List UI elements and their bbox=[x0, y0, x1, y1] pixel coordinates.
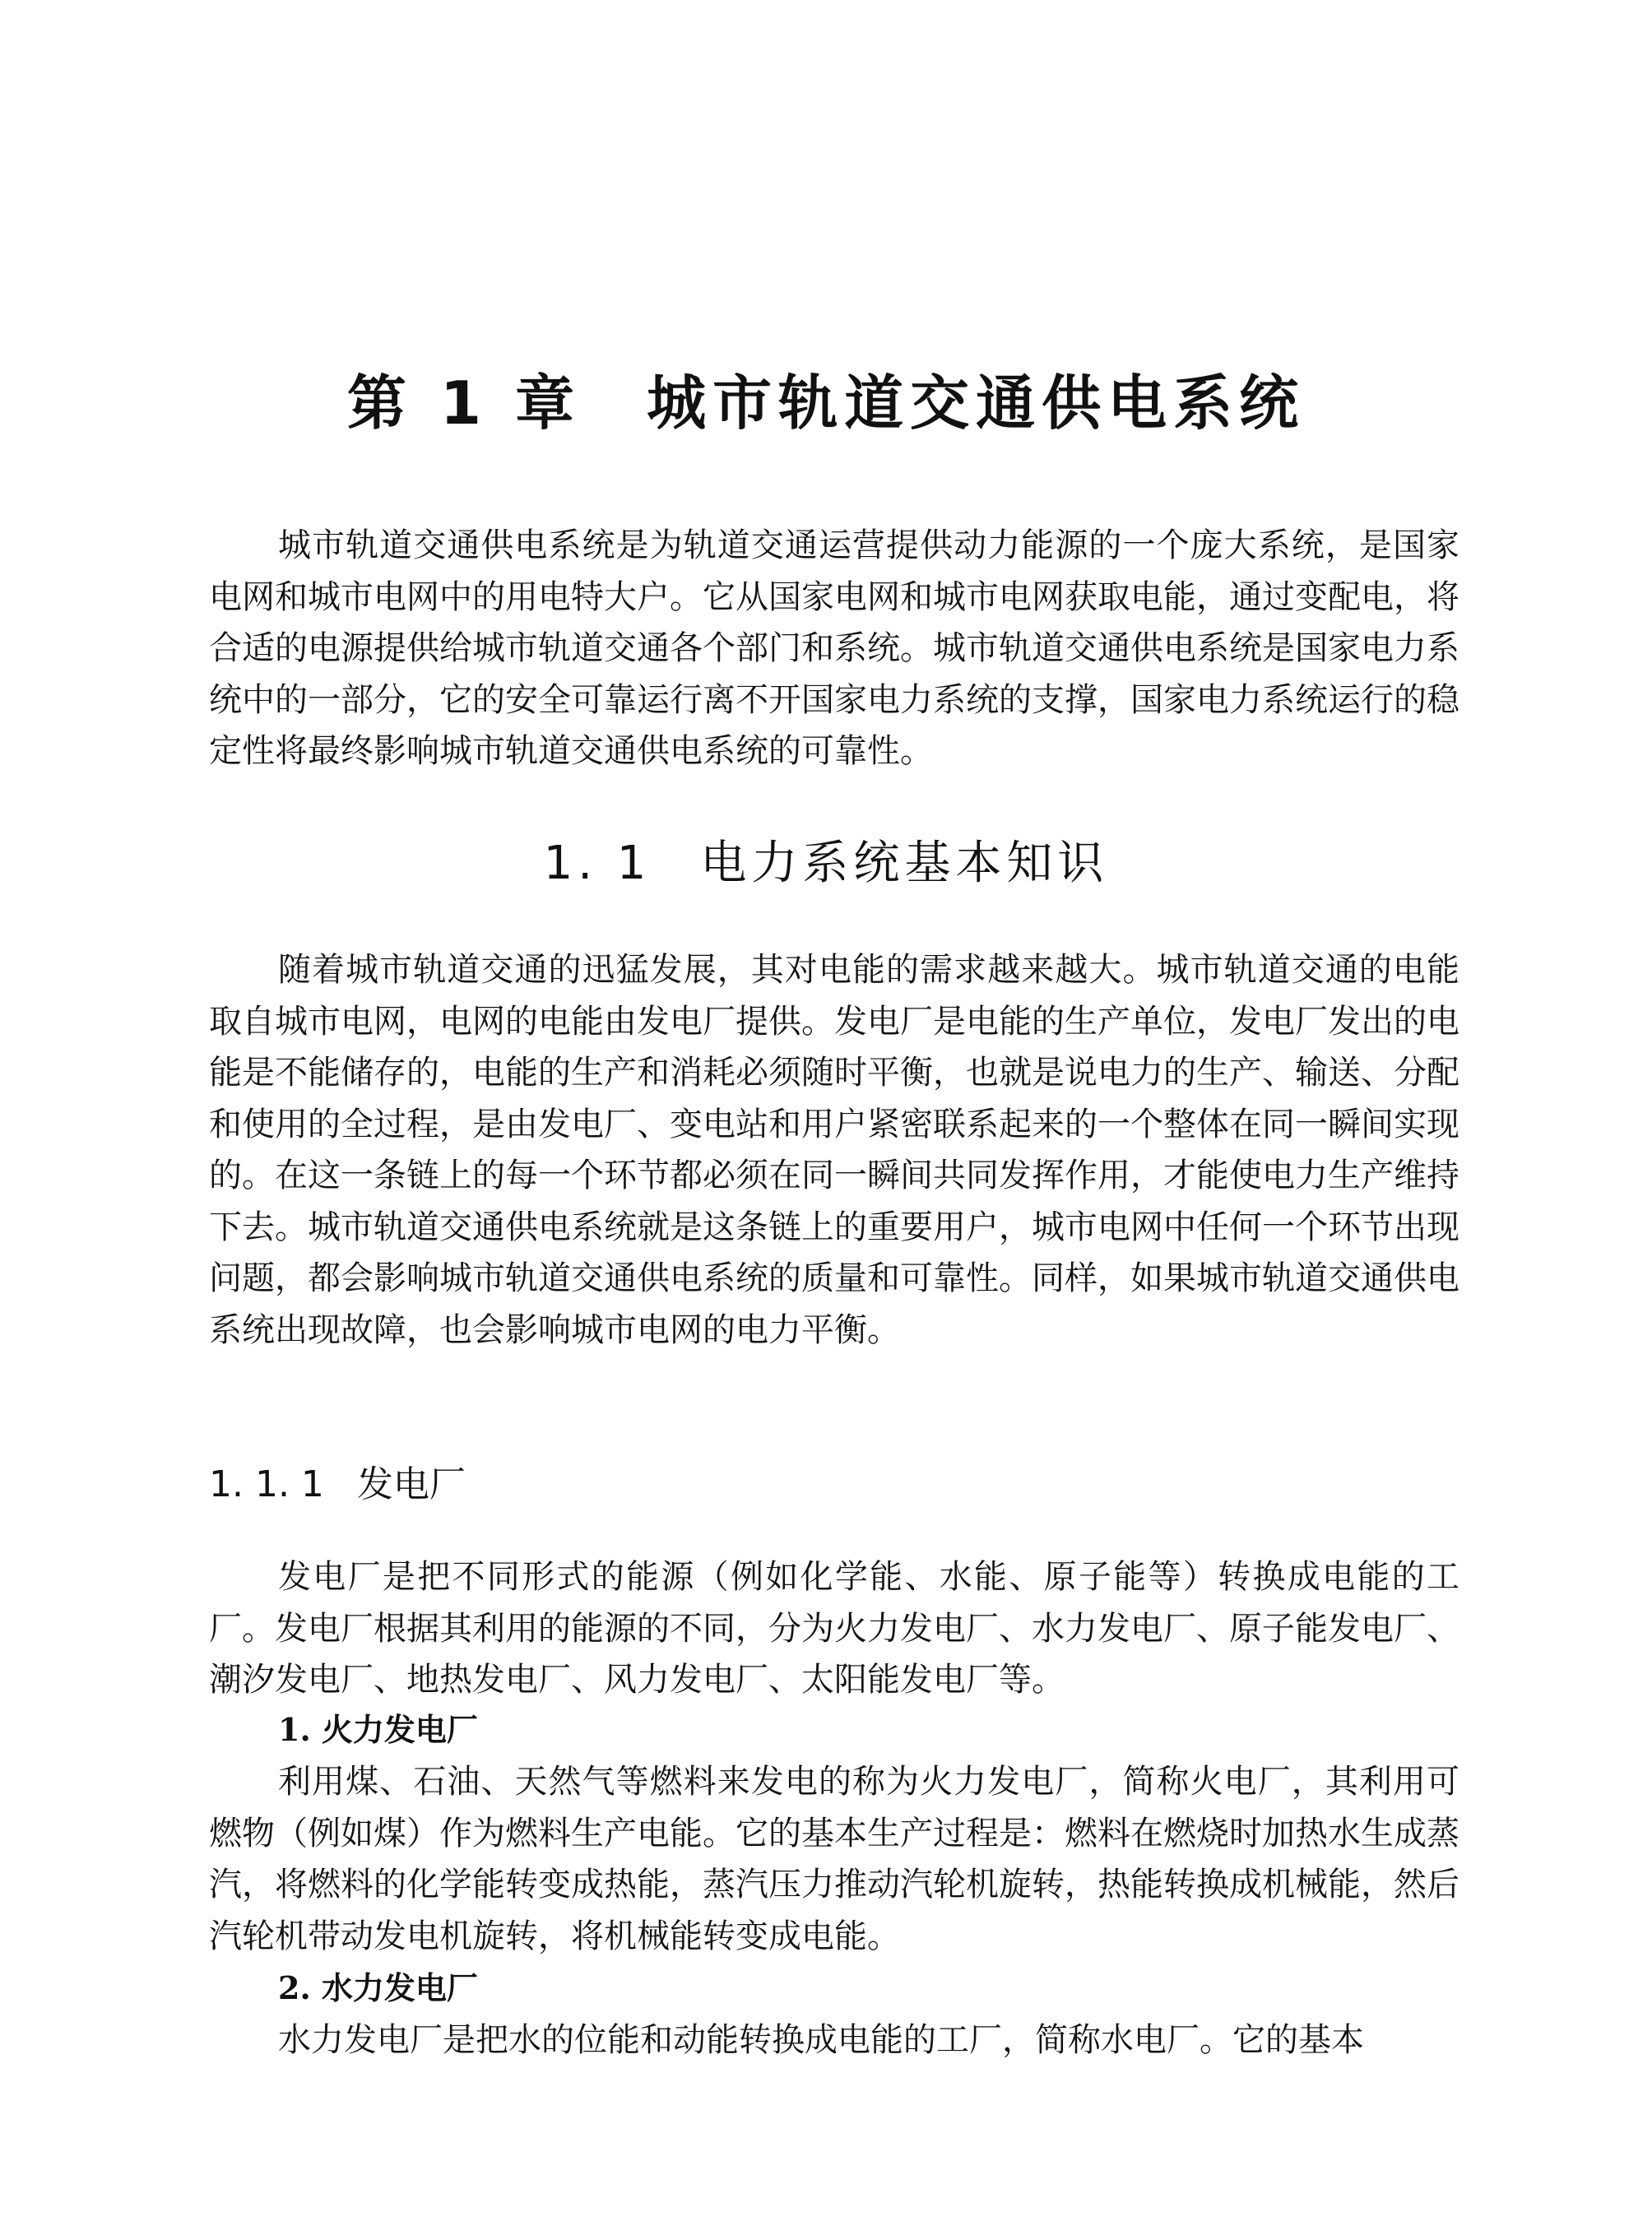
subsection-number: 1. 1. 1 bbox=[209, 1463, 324, 1505]
chapter-name: 城市轨道交通供电系统 bbox=[647, 369, 1306, 438]
subsection-title bbox=[209, 1456, 466, 1514]
section-name: 电力系统基本知识 bbox=[700, 837, 1109, 890]
item-text-hydro: 水力发电厂是把水的位能和动能转换成电能的工厂，简称水电厂。它的基本 bbox=[278, 2021, 1364, 2059]
item-heading-hydro: 2. 水力发电厂 bbox=[278, 1969, 478, 2006]
intro-paragraph: 城市轨道交通供电系统是为轨道交通运营提供动力能源的一个庞大系统，是国家电网和城市电网中的用电特大户。它从国家电网和城市电网获取电能，通过变配电，将合适的电源提供给城市轨道交通各个部门和系统。城市轨道交通供电系统是国家电力系统中的一部分，它的安全可靠运行离不开国家电力系统的支撑，国家电力系统运行的稳定性将最终影响城市轨道交通供电系统的可靠性。 bbox=[209, 526, 1459, 770]
chapter-title bbox=[0, 362, 1652, 444]
subsection-paragraph: 发电厂是把不同形式的能源（例如化学能、水能、原子能等）转换成电能的工厂。发电厂根据其利用的能源的不同，分为火力发电厂、水力发电厂、原子能发电厂、潮汐发电厂、地热发电厂、风力发电厂、太阳能发电厂等。 bbox=[209, 1558, 1459, 1699]
section-title bbox=[0, 831, 1652, 897]
section-paragraph: 随着城市轨道交通的迅猛发展，其对电能的需求越来越大。城市轨道交通的电能取自城市电网，电网的电能由发电厂提供。发电厂是电能的生产单位，发电厂发出的电能是不能储存的，电能的生产和消耗必须随时平衡，也就是说电力的生产、输送、分配和使用的全过程，是由发电厂、变电站和用户紧密联系起来的一个整体在同一瞬间实现的。在这一条链上的每一个环节都必须在同一瞬间共同发挥作用，才能使电力生产维持下去。城市轨道交通供电系统就是这条链上的重要用户，城市电网中任何一个环节出现问题，都会影响城市轨道交通供电系统的质量和可靠性。同样，如果城市轨道交通供电系统出现故障，也会影响城市电网的电力平衡。 bbox=[209, 951, 1459, 1349]
section-number: 1. 1 bbox=[543, 837, 652, 890]
subsection-name: 发电厂 bbox=[356, 1463, 466, 1505]
chapter-number: 第 1 章 bbox=[346, 369, 582, 438]
item-text-thermal: 利用煤、石油、天然气等燃料来发电的称为火力发电厂，简称火电厂，其利用可燃物（例如煤）作为燃料生产电能。它的基本生产过程是：燃料在燃烧时加热水生成蒸汽，将燃料的化学能转变成热能，蒸汽压力推动汽轮机旋转，热能转换成机械能，然后汽轮机带动发电机旋转，将机械能转变成电能。 bbox=[209, 1763, 1459, 1955]
item-heading-thermal: 1. 火力发电厂 bbox=[278, 1711, 478, 1748]
